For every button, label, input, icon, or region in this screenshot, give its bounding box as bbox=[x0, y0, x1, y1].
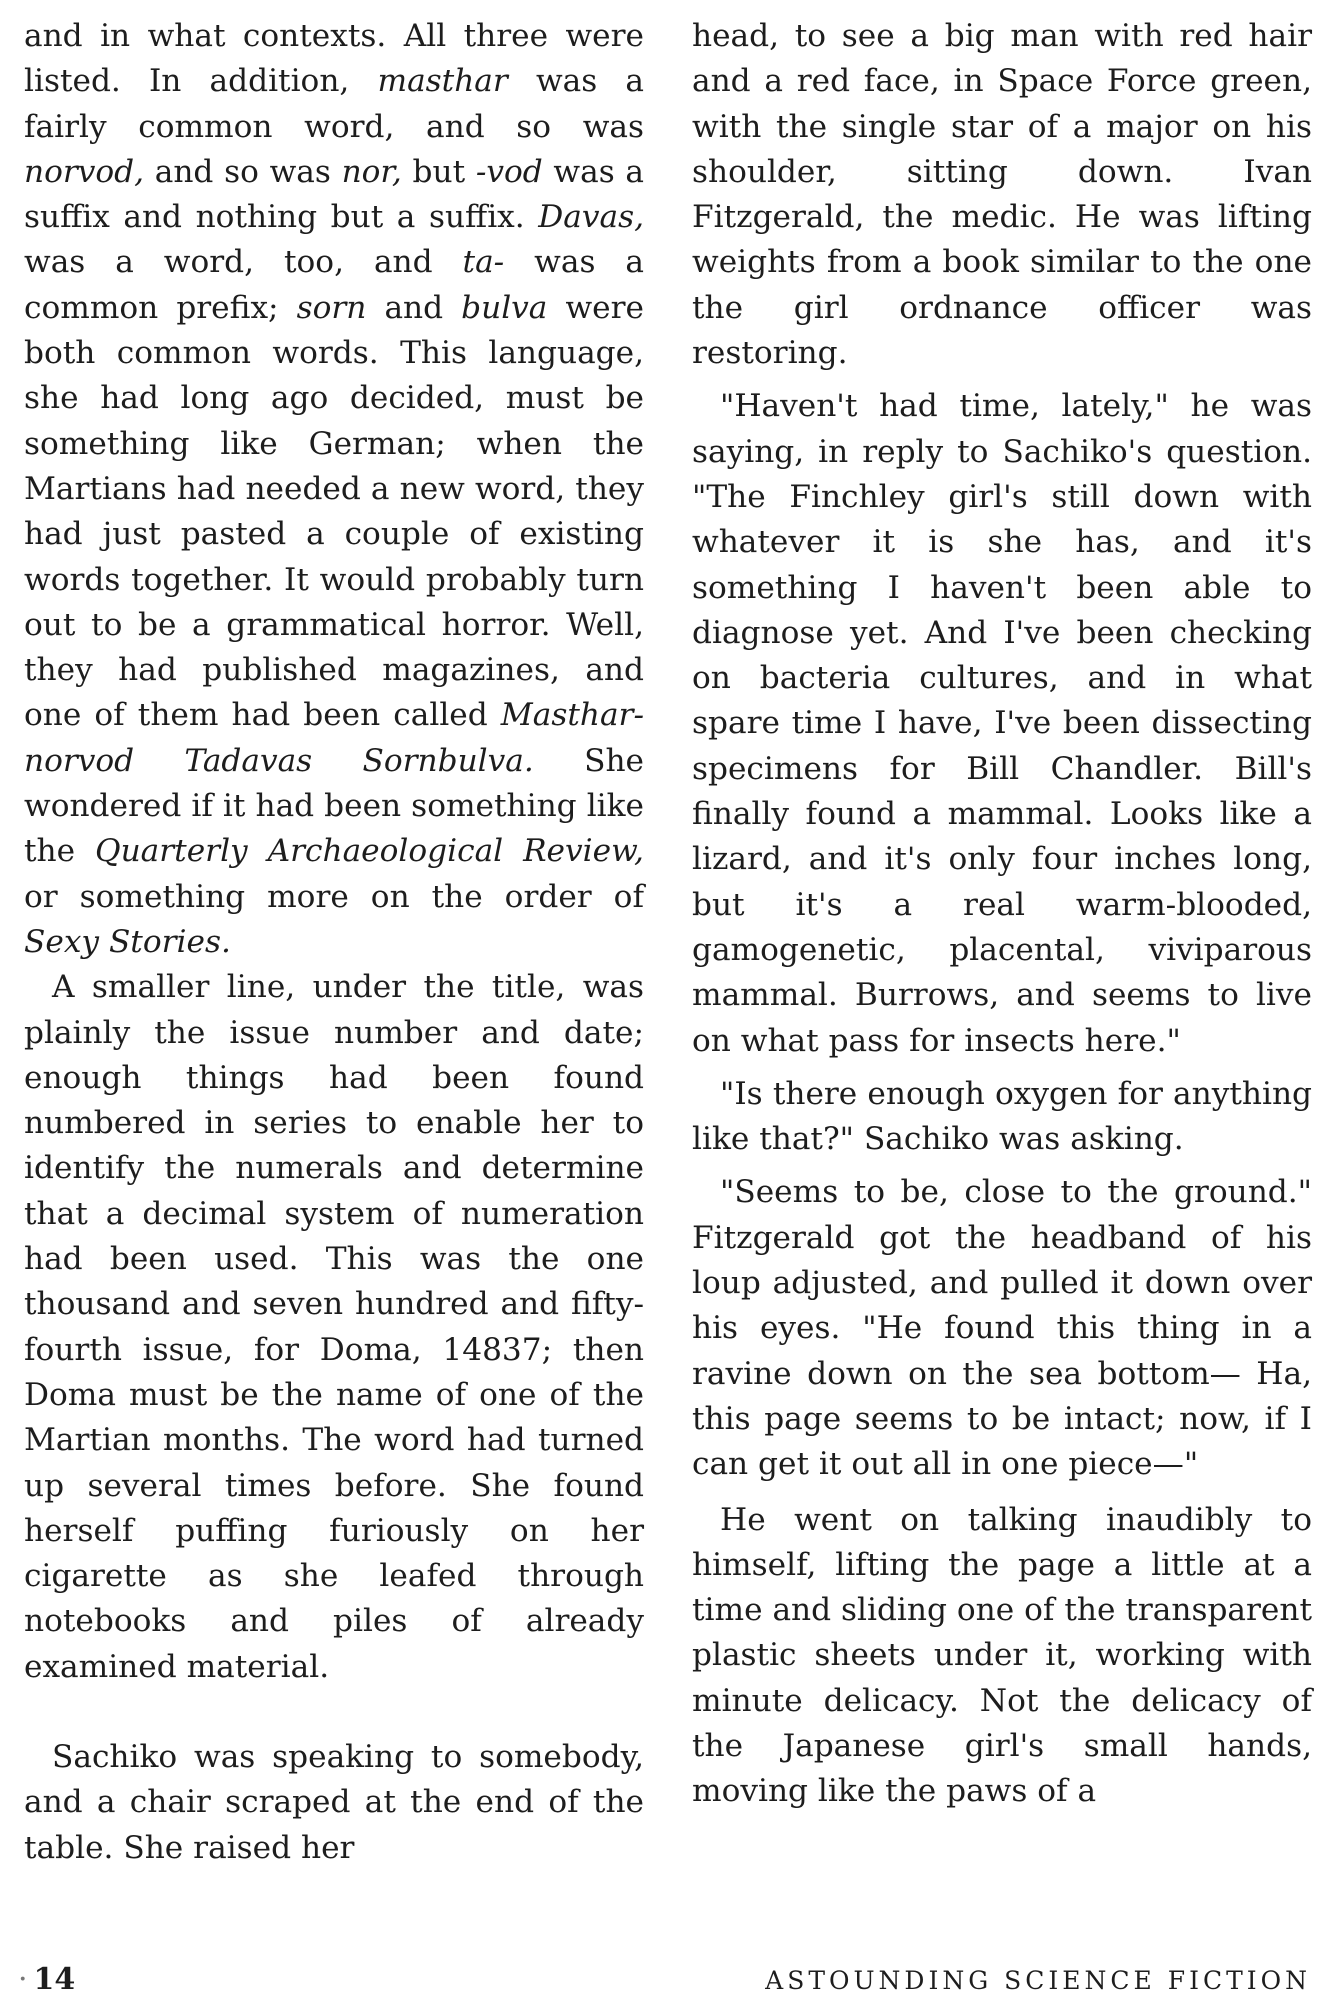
left-paragraph-1: and in what contexts. All three were listed. In addition, masthar was a fairly common word, and so was norvod, and so was nor, but -vod was a suffix and nothing but a suffix. Davas, was a word, too, and ta- was a common prefix; sorn and bulva were both common words. This language, she had long ago decided, must be something like German; when the Martians had needed a new word, they had just pasted a couple of existing words together. It would probably turn out to be a grammatical horror. Well, they had published magazines, and one of them had been called Mastharnorvod Tadavas Sornbulva. She wondered if it had been something like the Quarterly Archaeological Review, or something more on the order of Sexy Stories. bbox=[24, 18, 645, 960]
left-column bbox=[24, 14, 644, 1871]
left-paragraph-2: A smaller line, under the title, was plainly the issue number and date; enough things had been found numbered in series to enable her to identify the numerals and determine that a decimal system of numeration had been used. This was the one thousand and seven hundred and fifty-fourth issue, for Doma, 14837; then Doma must be the name of one of the Martian months. The word had turned up several times before. She found herself puffing furiously on her cigarette as she leafed through notebooks and piles of already examined material. bbox=[24, 969, 644, 1685]
page-footer bbox=[18, 1962, 1311, 2002]
page-number: · 14 bbox=[18, 1962, 75, 1997]
right-paragraph-1: head, to see a big man with red hair and a red face, in Space Force green, with the single star of a major on his shoulder, sitting down. Ivan Fitzgerald, the medic. He was lifting weights from a book similar to the one the girl ordnance officer was restoring. bbox=[692, 18, 1312, 372]
right-paragraph-3: "Is there enough oxygen for anything like that?" Sachiko was asking. bbox=[692, 1075, 1312, 1158]
right-column bbox=[692, 14, 1312, 1815]
right-paragraph-2: "Haven't had time, lately," he was saying, in reply to Sachiko's question. "The Finchley girl's still down with whatever it is she has, and it's something I haven't been able to diagnose yet. And I've been checking on bacteria cultures, and in what spare time I have, I've been dissecting specimens for Bill Chandler. Bill's finally found a mammal. Looks like a lizard, and it's only four inches long, but it's a real warm-blooded, gamogenetic, placental, viviparous mammal. Burrows, and seems to live on what pass for insects here." bbox=[692, 388, 1312, 1059]
right-paragraph-4: "Seems to be, close to the ground." Fitzgerald got the headband of his loup adjusted, and pulled it down over his eyes. "He found this thing in a ravine down on the sea bottom— Ha, this page seems to be intact; now, if I can get it out all in one piece—" bbox=[692, 1174, 1312, 1483]
right-paragraph-5: He went on talking inaudibly to himself, lifting the page a little at a time and sliding one of the transparent plastic sheets under it, working with minute delicacy. Not the delicacy of the Japanese girl's small hands, moving like the paws of a bbox=[692, 1501, 1312, 1810]
running-title: ASTOUNDING SCIENCE FICTION bbox=[765, 1966, 1311, 1995]
left-paragraph-3: Sachiko was speaking to somebody, and a chair scraped at the end of the table. She raised her bbox=[24, 1738, 644, 1866]
